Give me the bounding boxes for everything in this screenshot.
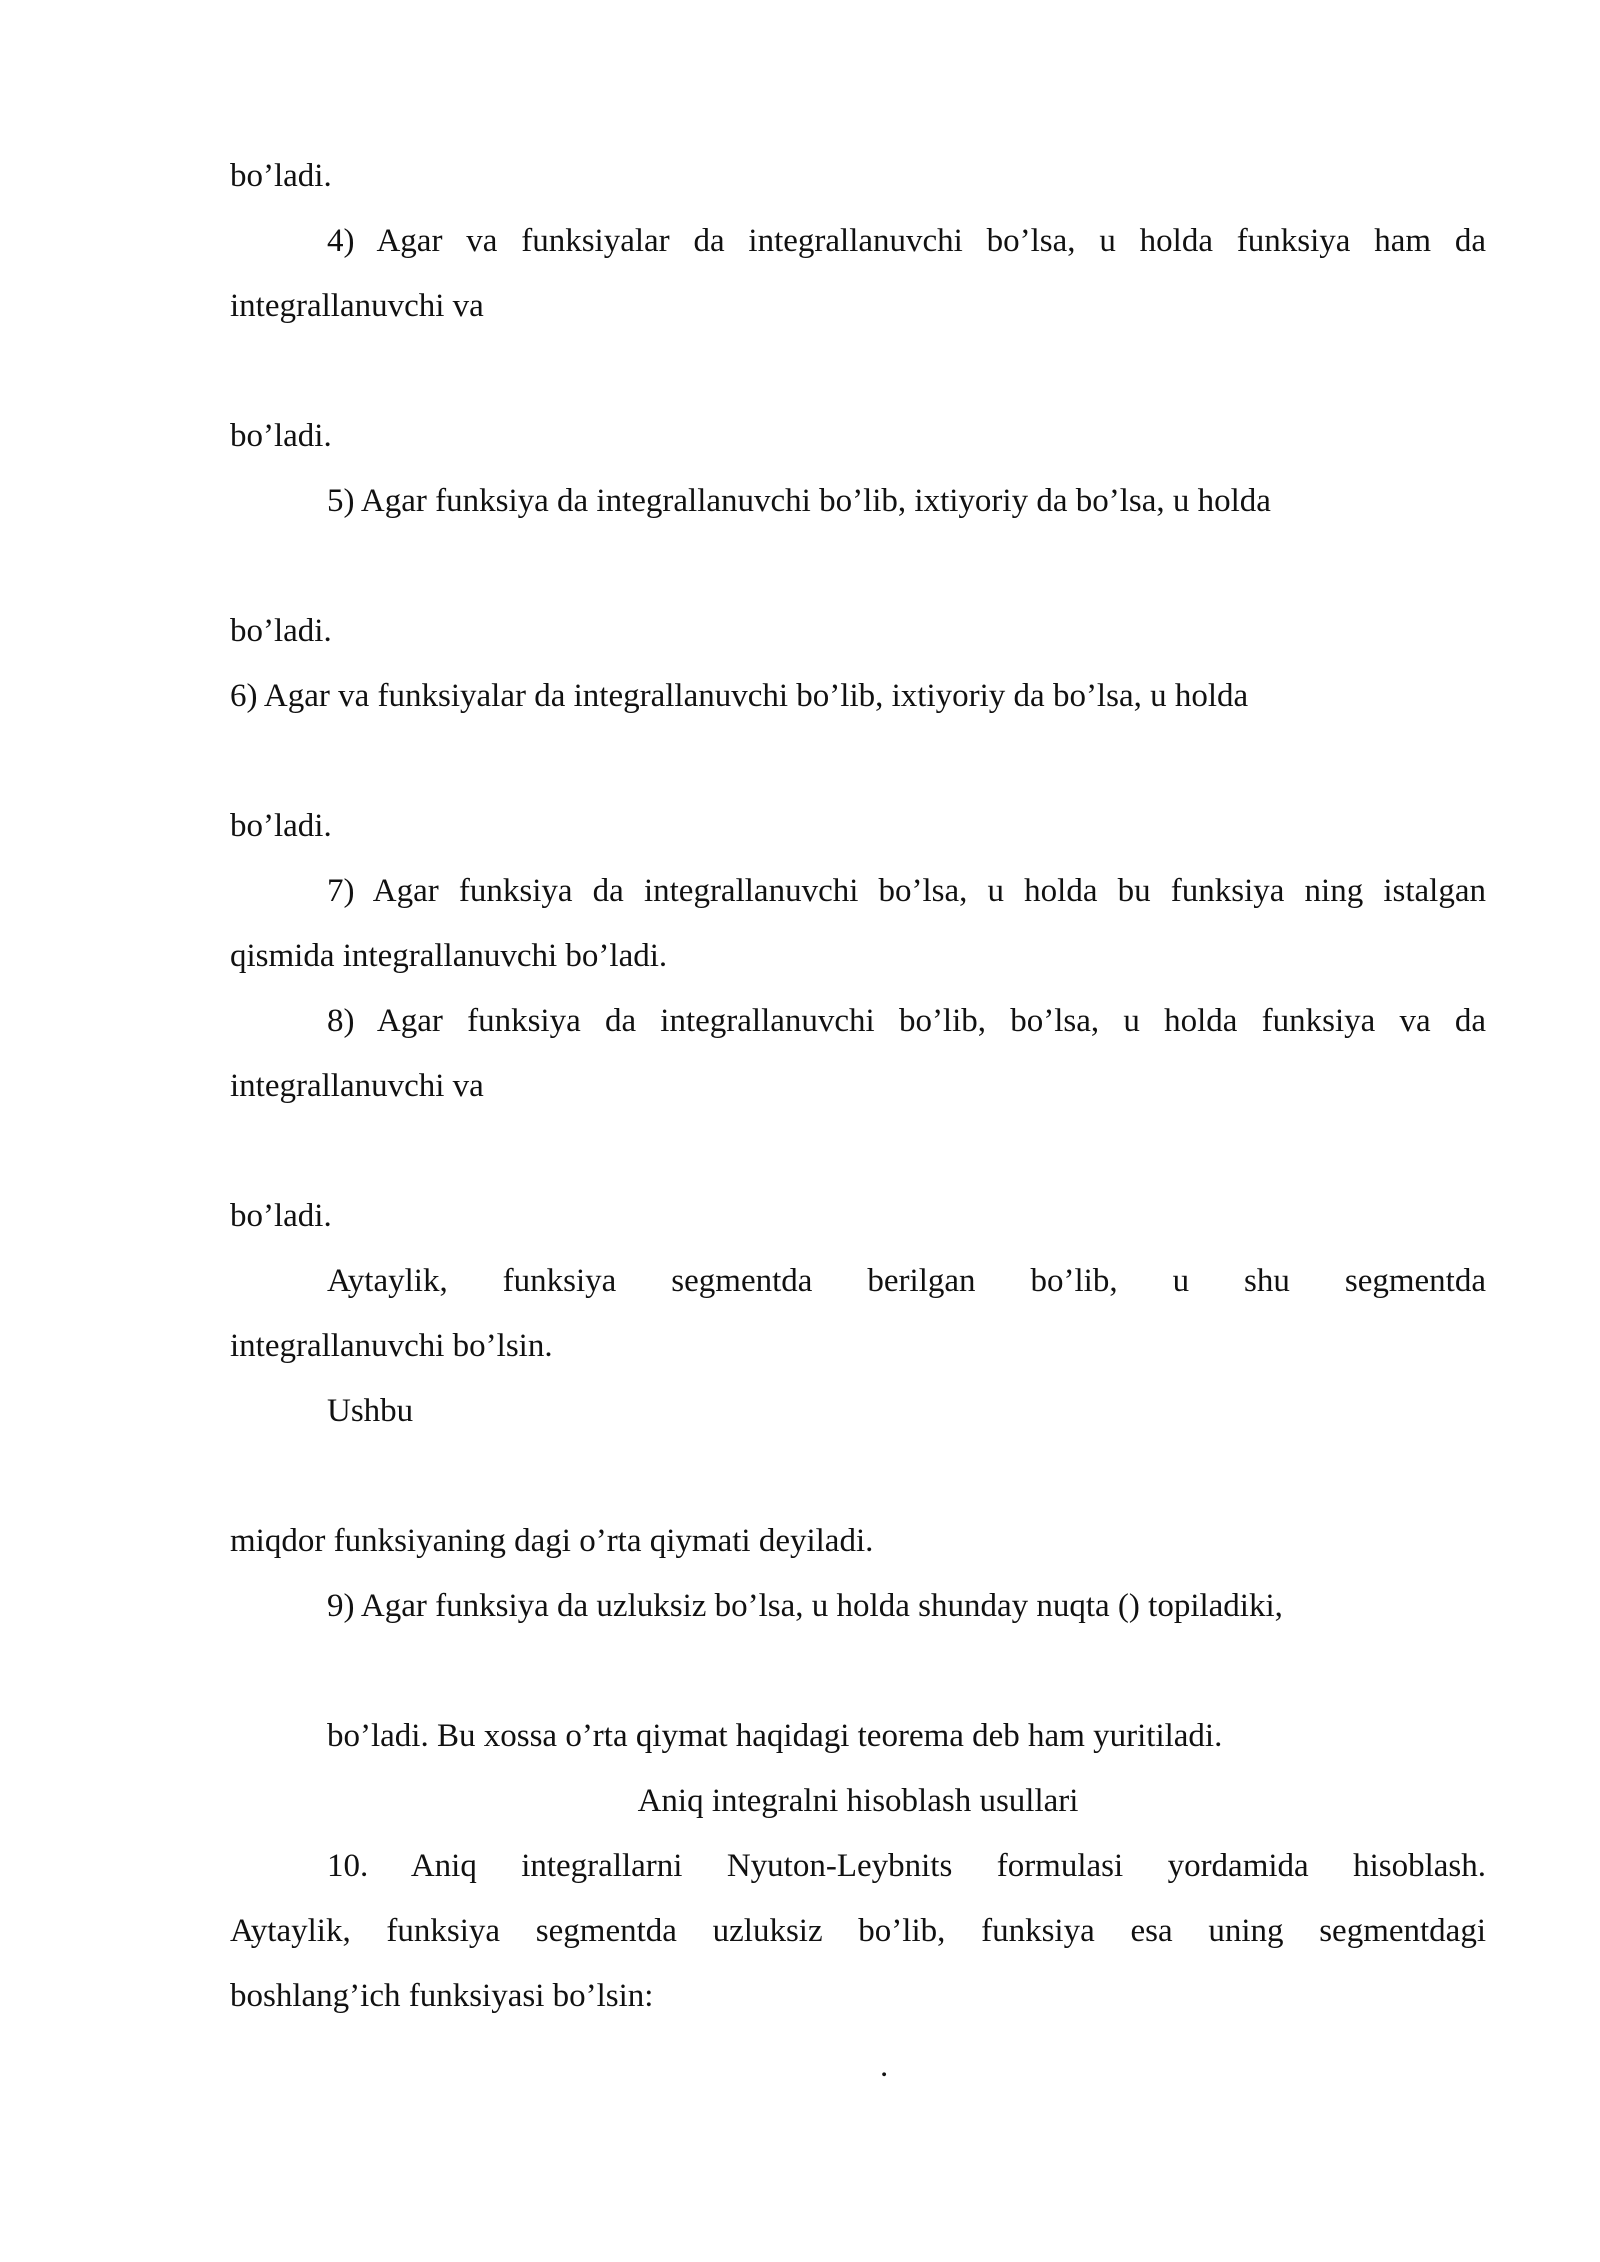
text-line: integrallanuvchi va	[230, 288, 484, 324]
text-line: qismida integrallanuvchi bo’ladi.	[230, 938, 668, 974]
text-line: bo’ladi. Bu xossa o’rta qiymat haqidagi teorema deb ham yuritiladi.	[327, 1718, 1223, 1754]
text-line: miqdor funksiyaning dagi o’rta qiymati deyiladi.	[230, 1523, 874, 1559]
text-line: 9) Agar funksiya da uzluksiz bo’lsa, u holda shunday nuqta () topiladiki,	[327, 1588, 1283, 1624]
text-line: 6) Agar va funksiyalar da integrallanuvchi bo’lib, ixtiyoriy da bo’lsa, u holda	[230, 678, 1249, 714]
text-line: 5) Agar funksiya da integrallanuvchi bo’lib, ixtiyoriy da bo’lsa, u holda	[327, 483, 1271, 519]
text-line: integrallanuvchi bo’lsin.	[230, 1328, 553, 1364]
text-line: boshlang’ich funksiyasi bo’lsin:	[230, 1978, 654, 2014]
text-line: Aytaylik, funksiya segmentda uzluksiz bo’lib, funksiya esa uning segmentdagi	[230, 1913, 1486, 1949]
text-line: bo’ladi.	[230, 613, 332, 649]
text-line: 4) Agar va funksiyalar da integrallanuvchi bo’lsa, u holda funksiya ham da	[327, 223, 1486, 259]
section-heading: Aniq integralni hisoblash usullari	[637, 1783, 1079, 1819]
text-line: bo’ladi.	[230, 418, 332, 454]
text-line: Aytaylik, funksiya segmentda berilgan bo’lib, u shu segmentda	[327, 1263, 1486, 1299]
formula-dot: .	[880, 2048, 889, 2084]
text-line: 10. Aniq integrallarni Nyuton-Leybnits formulasi yordamida hisoblash.	[327, 1848, 1486, 1884]
text-line: 7) Agar funksiya da integrallanuvchi bo’lsa, u holda bu funksiya ning istalgan	[327, 873, 1486, 909]
text-line: Ushbu	[327, 1393, 414, 1429]
text-line: bo’ladi.	[230, 1198, 332, 1234]
text-line: bo’ladi.	[230, 158, 332, 194]
text-line: bo’ladi.	[230, 808, 332, 844]
text-line: integrallanuvchi va	[230, 1068, 484, 1104]
text-line: 8) Agar funksiya da integrallanuvchi bo’lib, bo’lsa, u holda funksiya va da	[327, 1003, 1486, 1039]
